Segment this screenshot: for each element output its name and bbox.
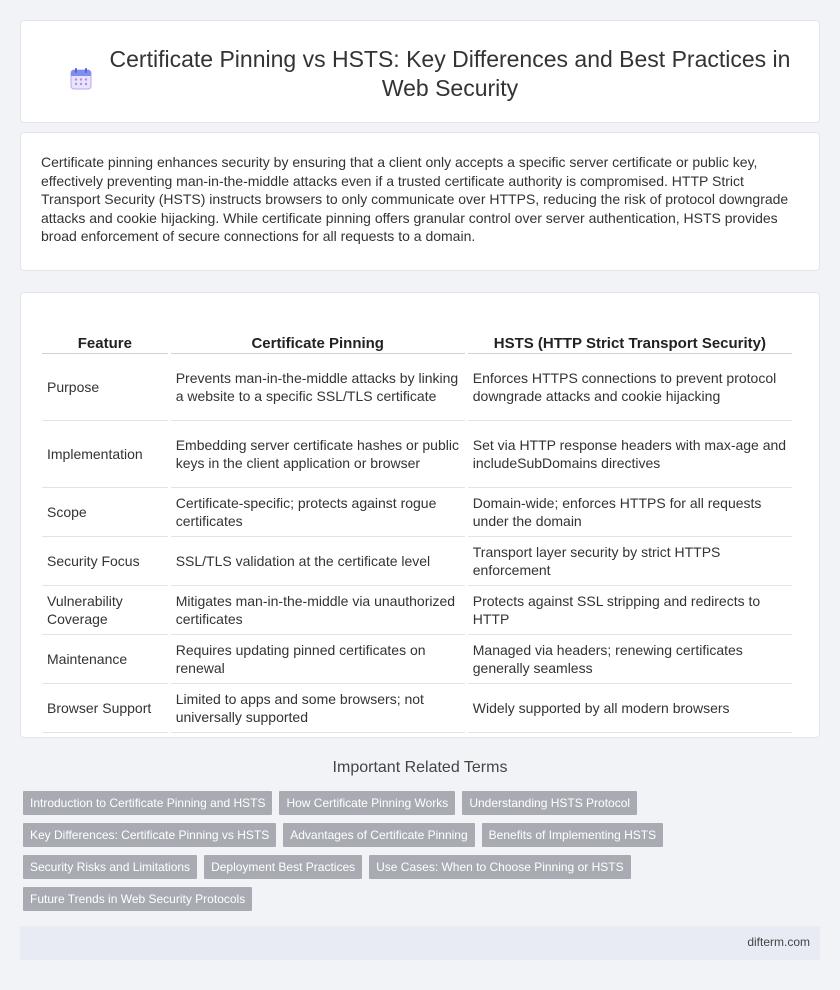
table-row	[42, 488, 792, 537]
table-row	[42, 635, 792, 684]
header-hsts: HSTS (HTTP Strict Transport Security)	[468, 313, 792, 354]
row-hsts: Widely supported by all modern browsers	[468, 684, 792, 733]
row-pinning: Limited to apps and some browsers; not universally supported	[171, 684, 465, 733]
comparison-table	[39, 313, 795, 733]
row-pinning: Certificate-specific; protects against rogue certificates	[171, 488, 465, 537]
row-pinning: Prevents man-in-the-middle attacks by linking a website to a specific SSL/TLS certificate	[171, 354, 465, 421]
calendar-icon	[69, 67, 93, 91]
related-terms-list	[23, 791, 823, 911]
row-hsts: Domain-wide; enforces HTTPS for all requests under the domain	[468, 488, 792, 537]
row-feature: Implementation	[42, 421, 168, 488]
row-hsts: Protects against SSL stripping and redirects to HTTP	[468, 586, 792, 635]
table-row	[42, 421, 792, 488]
intro-card	[20, 132, 820, 271]
related-term-tag[interactable]: Benefits of Implementing HSTS	[482, 823, 663, 847]
page-title: Certificate Pinning vs HSTS: Key Differences and Best Practices in Web Security	[109, 46, 791, 101]
footer	[20, 926, 820, 960]
row-hsts: Set via HTTP response headers with max-age and includeSubDomains directives	[468, 421, 792, 488]
related-term-tag[interactable]: Deployment Best Practices	[204, 855, 362, 879]
row-pinning: Embedding server certificate hashes or public keys in the client application or browser	[171, 421, 465, 488]
row-feature: Security Focus	[42, 537, 168, 586]
row-pinning: SSL/TLS validation at the certificate level	[171, 537, 465, 586]
row-hsts: Managed via headers; renewing certificates generally seamless	[468, 635, 792, 684]
row-feature: Purpose	[42, 354, 168, 421]
header-certificate-pinning: Certificate Pinning	[171, 313, 465, 354]
related-term-tag[interactable]: Security Risks and Limitations	[23, 855, 197, 879]
row-hsts: Transport layer security by strict HTTPS enforcement	[468, 537, 792, 586]
row-feature: Browser Support	[42, 684, 168, 733]
related-term-tag[interactable]: Introduction to Certificate Pinning and HSTS	[23, 791, 272, 815]
row-feature: Vulnerability Coverage	[42, 586, 168, 635]
comparison-card	[20, 292, 820, 738]
related-term-tag[interactable]: Key Differences: Certificate Pinning vs HSTS	[23, 823, 276, 847]
table-row	[42, 537, 792, 586]
related-term-tag[interactable]: Understanding HSTS Protocol	[462, 791, 637, 815]
table-row	[42, 354, 792, 421]
row-hsts: Enforces HTTPS connections to prevent protocol downgrade attacks and cookie hijacking	[468, 354, 792, 421]
row-feature: Scope	[42, 488, 168, 537]
footer-site-link[interactable]: difterm.com	[747, 935, 810, 949]
related-term-tag[interactable]: Future Trends in Web Security Protocols	[23, 887, 252, 911]
row-feature: Maintenance	[42, 635, 168, 684]
related-terms-title: Important Related Terms	[332, 759, 508, 776]
table-row	[42, 586, 792, 635]
row-pinning: Requires updating pinned certificates on renewal	[171, 635, 465, 684]
table-header-row	[42, 313, 792, 354]
related-term-tag[interactable]: How Certificate Pinning Works	[279, 791, 455, 815]
header-feature: Feature	[42, 313, 168, 354]
intro-paragraph: Certificate pinning enhances security by ensuring that a client only accepts a specific server certificate or public key, effectively preventing man-in-the-middle attacks even if a trusted certificate authority is compromised. HTTP Strict Transport Security (HSTS) instructs browsers to only communicate over HTTPS, reducing the risk of protocol downgrade attacks and cookie hijacking. While certificate pinning offers granular control over server authentication, HSTS provides broad enforcement of secure connections for all requests to a domain.	[41, 154, 789, 244]
header-card	[20, 20, 820, 123]
table-row	[42, 684, 792, 733]
related-term-tag[interactable]: Use Cases: When to Choose Pinning or HSTS	[369, 855, 630, 879]
related-term-tag[interactable]: Advantages of Certificate Pinning	[283, 823, 474, 847]
row-pinning: Mitigates man-in-the-middle via unauthorized certificates	[171, 586, 465, 635]
